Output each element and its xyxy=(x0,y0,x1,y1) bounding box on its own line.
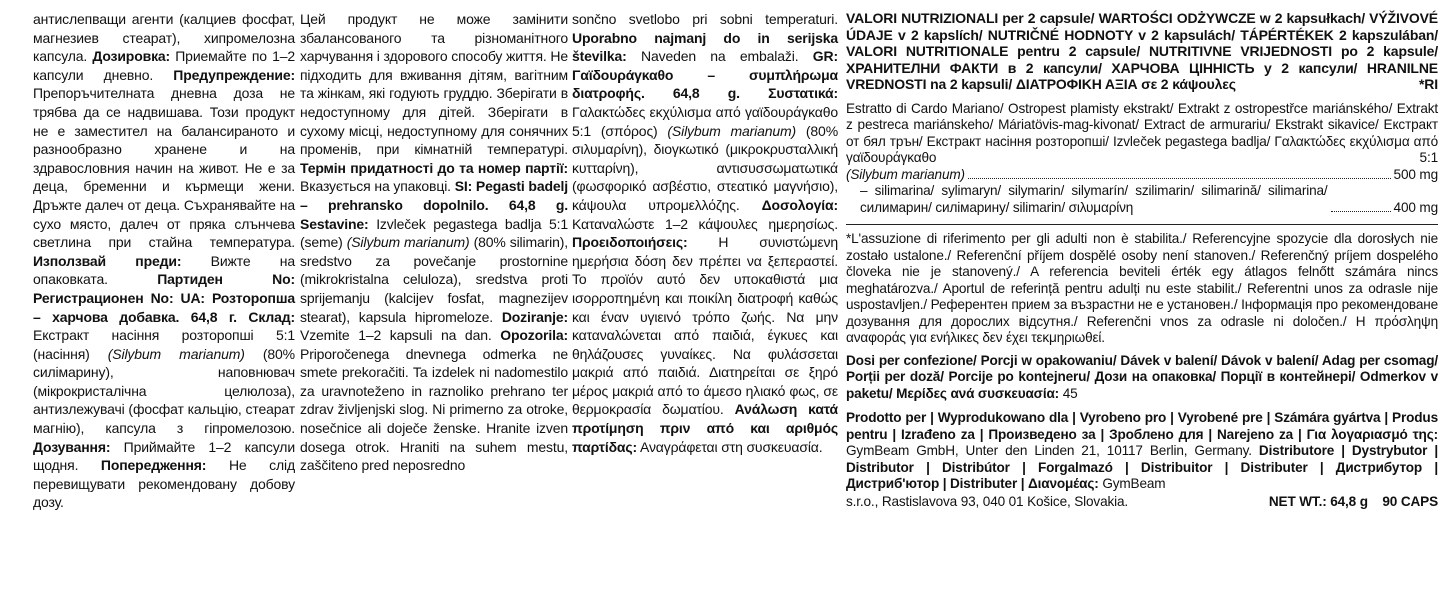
si-dose-text: Vzemite 1–2 kapsuli na dan. xyxy=(300,327,492,344)
gr-dose-label: Δοσολογία: xyxy=(761,196,838,213)
bg-ingredients-tail: антислепващи агенти (калциев фосфат, магнезиев стеарат), хипромелозна капсула. xyxy=(33,11,295,65)
nutrition-panel xyxy=(846,10,1438,511)
gr-heading: GR: Γαϊδουράγκαθο – συμπλήρωμα διατροφής. 64,8 g. Συστατικά: xyxy=(572,48,838,102)
gr-ingredients-2: (80% σιλυμαρίνη), διογκωτικό (μικροκρυσταλλική κυτταρίνη), αντισυσσωματωτικά (φωσφορικό ασβέστιο, στεατικό μαγνήσιο), κάψουλα υπρομελλόζης. xyxy=(572,122,838,213)
distributor-address: s.r.o., Rastislavova 93, 040 01 Košice, Slovakia. xyxy=(846,493,1129,509)
ua-latin-name: (Silybum marianum) xyxy=(107,345,245,362)
producer-label: Prodotto per | Wyprodukowano dla | Vyrobeno pro | Vyrobené pre | Számára gyártva | Produs pentru | Izrađeno za | Произведено за | Зроблено для | Narejeno za | Για λογαριασμό της: xyxy=(846,410,1438,442)
ingredient-silymarin-value: 400 mg xyxy=(1393,199,1438,215)
servings-label: Dosi per confezione/ Porcji w opakowaniu/ Dávek v balení/ Dávok v balení/ Adag per csomag/ Porții per doză/ Porcije po kontejneru/ Дози на опаковка/ Порції в контейнері/ Odmerkov v paketu/ Μερίδες ανά συσκευασία: xyxy=(846,352,1438,401)
producer-info xyxy=(846,410,1438,493)
ua-ingredients-1: Екстракт насіння розторопші 5:1 (насіння) xyxy=(33,327,295,362)
si-warning-text: Priporočenega dnevnega odmerka ne smete prekoračiti. Ta izdelek ni nadomestilo za uravnoteženo in raznoliko prehrano ter zdrav življenjski slog. Ni primerno za otroke, nosečnice ali doječe ženske. Hranite izven dosega otrok. Hraniti na suhem mestu, zaščiteno pred neposredno xyxy=(300,345,568,474)
ingredients-table xyxy=(846,101,1438,217)
servings-info xyxy=(846,353,1438,403)
ingredient-silymarin-name: – silimarina/ sylimaryn/ silymarin/ silymarín/ szilimarin/ silimarină/ silimarina/ силимарин/ силімарину/ silimarin/ σιλυμαρίνη xyxy=(860,183,1328,215)
nutrition-header xyxy=(846,10,1438,93)
ingredient-row-silymarin xyxy=(846,183,1438,216)
producer-text: GymBeam GmbH, Unter den Linden 21, 10117 Berlin, Germany. xyxy=(846,443,1252,458)
si-ingredients-1: Izvleček pegastega badlja 5:1 (seme) xyxy=(300,215,568,251)
gr-best-before-label: Ανάλωση κατά προτίμηση πριν από και αριθμός παρτίδας: xyxy=(572,401,838,455)
text-column-ua-si xyxy=(300,10,568,475)
si-warning-label: Opozorila: xyxy=(500,327,568,344)
ua-ingredients-2: (80% силімарину), наповнювач (мікрокристалічна целюлоза), антизлежувачі (фосфат кальцію, стеарат магнію), капсула з гіпромелозою. xyxy=(33,345,295,437)
si-ingredients-2: (80% silimarin), sredstvo za povečanje prostornine (mikrokristalna celuloza), sredstva proti sprijemanju (kalcijev fosfat, magnezijev stearat), kapsula hipromeloze. xyxy=(300,234,568,325)
net-weight-block xyxy=(1269,493,1438,511)
dot-leader xyxy=(1331,211,1391,212)
ua-term-label: Термін придатності до та номер партії: xyxy=(300,159,568,176)
si-dose-label: Doziranje: xyxy=(501,308,568,325)
nutrition-header-text: VALORI NUTRIZIONALI per 2 capsule/ WARTOŚCI ODŻYWCZE w 2 kapsułkach/ VÝŽIVOVÉ ÚDAJE v 2 kapslích/ NUTRIČNÉ HODNOTY v 2 kapsulách/ TÁPÉRTÉKEK 2 kapszulában/ VALORI NUTRITIONALE pentru 2 capsule/ NUTRITIVNE VRIJEDNOSTI po 2 kapsule/ ХРАНИТЕЛНИ ФАКТИ в 2 капсули/ ХАРЧОВА ЦІННІСТЬ у 2 капсули/ HRANILNE VREDNOSTI na 2 kapsuli/ ΔΙΑΤΡΟΦΙΚΗ ΑΞΙΑ σε 2 κάψουλες xyxy=(846,10,1438,92)
ua-dose-text: Приймайте 1–2 капсули щодня. xyxy=(33,438,295,474)
gr-latin-name: (Silybum marianum) xyxy=(667,122,797,139)
ingredient-row-extract xyxy=(846,101,1438,184)
capsule-count: 90 CAPS xyxy=(1382,493,1438,509)
net-weight: NET WT.: 64,8 g xyxy=(1268,493,1368,509)
ingredient-extract-name: Estratto di Cardo Mariano/ Ostropest plamisty ekstrakt/ Extrakt z ostropestřce mariánského/ Extrakt z pestreca mariánskeho/ Máriatövis-mag-kivonat/ Extract de armurariu/ Ekstrakt sikavice/ Екстракт от бял трън/ Екстракт насіння розторопші/ Izvleček pegastega badlja/ Γαλακτώδες εκχύλισμα από γαϊδουράγκαθο 5:1 xyxy=(846,100,1438,165)
gr-warning-text: Η συνιστώμενη ημερήσια δόση δεν πρέπει να ξεπεραστεί. Το προϊόν αυτό δεν υποκαθιστά μια ισορροπημένη και ποικίλη διατροφή καθώς και έναν υγιεινό τρόπο ζωής. Να μην καταναλώνεται από παιδιά, έγκυες και θηλάζουσες γυναίκες. Να φυλάσσεται μακριά από παιδιά. Διατηρείται σε ξηρό μέρος μακριά από το άμεσο ηλιακό φως, σε θερμοκρασία δωματίου. xyxy=(572,234,838,418)
bg-best-before-text: Вижте на опаковката. xyxy=(33,252,296,288)
si-use-by-label: Uporabno najmanj do in serijska številka: xyxy=(572,29,838,65)
ua-dose-label: Дозування: xyxy=(33,438,111,455)
ua-warning-label: Попередження: xyxy=(100,457,207,474)
gr-warning-label: Προειδοποιήσεις: xyxy=(572,234,688,251)
bg-dose-text: Приемайте по 1–2 капсули дневно. xyxy=(33,48,295,83)
distributor-label: Distributore | Dystrybutor | Distributor | Distribútor | Forgalmazó | Distribuitor | Distributer | Дистрибутор | Дистриб'ютор | Distributer | Διανομέας: xyxy=(846,443,1438,491)
divider xyxy=(846,224,1438,225)
bg-dose-label: Дозировка: xyxy=(92,48,171,65)
bg-warning-text: Препоръчителната дневна доза не трябва да се надвишава. Този продукт не е заместител на балансираното и разнообразно хранене и на здравословния начин на живот. Не е за деца, бременни и кърмещи жени. Дръжте далеч от деца. Съхранявайте на сухо място, далеч от пряка слънчева светлина при стайна температура. xyxy=(33,85,295,251)
si-latin-name: (Silybum marianum) xyxy=(346,234,470,251)
ingredient-extract-latin: (Silybum marianum) xyxy=(846,166,965,182)
ua-warning-cont: Цей продукт не може замінити збалансованого та різноманітного харчування і здорового способу життя. Не підходить для вживання дітям, вагітним та жінкам, які годують груддю. Зберігати в недоступному для дітей. Зберігати в сухому місці, недоступному для сонячних променів, при кімнатній температурі. xyxy=(300,11,568,158)
bg-lot-label: Партиден No: Регистрационен No: xyxy=(33,271,295,306)
si-use-by-text: Naveden na embalaži. xyxy=(641,48,799,65)
gr-best-before-text: Αναγράφεται στη συσκευασία. xyxy=(640,438,823,455)
dot-leader xyxy=(968,178,1391,179)
gr-dose-text: Καταναλώστε 1–2 κάψουλες ημερησίως. xyxy=(572,215,838,232)
bg-best-before-label: Използвай преди: xyxy=(33,252,182,269)
text-column-bg-ua xyxy=(33,10,295,512)
reference-intake-note: *L'assuzione di riferimento per gli adulti non è stabilita./ Referencyjne spozycie dla dorosłych nie zostało ustalone./ Referenční příjem dospělé osoby není stanoven./ Referenčný príjem dospelého človeka nie je stanovený./ A referencia beviteli érték egy átlagos felnőtt számára nincs meghatározva./ Aportul de referință pentru adulți nu este stabilit./ Referentni unos za odrasle nije uspostavljen./ Референтен прием за възрастни не е установен./ Інформація про рекомендоване дозування для дорослих відсутня./ Referenčni vnos za odrasle ni določen./ Η πρόσληψη αναφοράς για ενήλικες δεν έχει τεκμηριωθεί. xyxy=(846,231,1438,345)
distributor-text: GymBeam xyxy=(1102,476,1166,491)
si-warning-cont: sončno svetlobo pri sobni temperaturi. xyxy=(572,11,838,27)
bg-warning-label: Предупреждение: xyxy=(173,66,295,83)
ua-term-text: Вказується на упаковці. xyxy=(300,178,451,195)
text-column-si-gr xyxy=(572,10,838,456)
ri-marker: *RI xyxy=(1419,76,1438,92)
gr-ingredients-1: Γαλακτώδες εκχύλισμα από γαϊδουράγκαθο 5:1 (σπόρος) xyxy=(572,103,838,139)
servings-value: 45 xyxy=(1062,385,1078,401)
si-heading: SI: Pegasti badelj – prehransko dopolnilo. 64,8 g. Sestavine: xyxy=(300,178,568,232)
ingredient-extract-value: 500 mg xyxy=(1393,166,1438,182)
ua-heading: UA: Розторопша – харчова добавка. 64,8 г. Склад: xyxy=(33,289,295,325)
footer-row xyxy=(846,493,1438,511)
ua-warning-text: Не слід перевищувати рекомендовану добову дозу. xyxy=(33,457,295,511)
